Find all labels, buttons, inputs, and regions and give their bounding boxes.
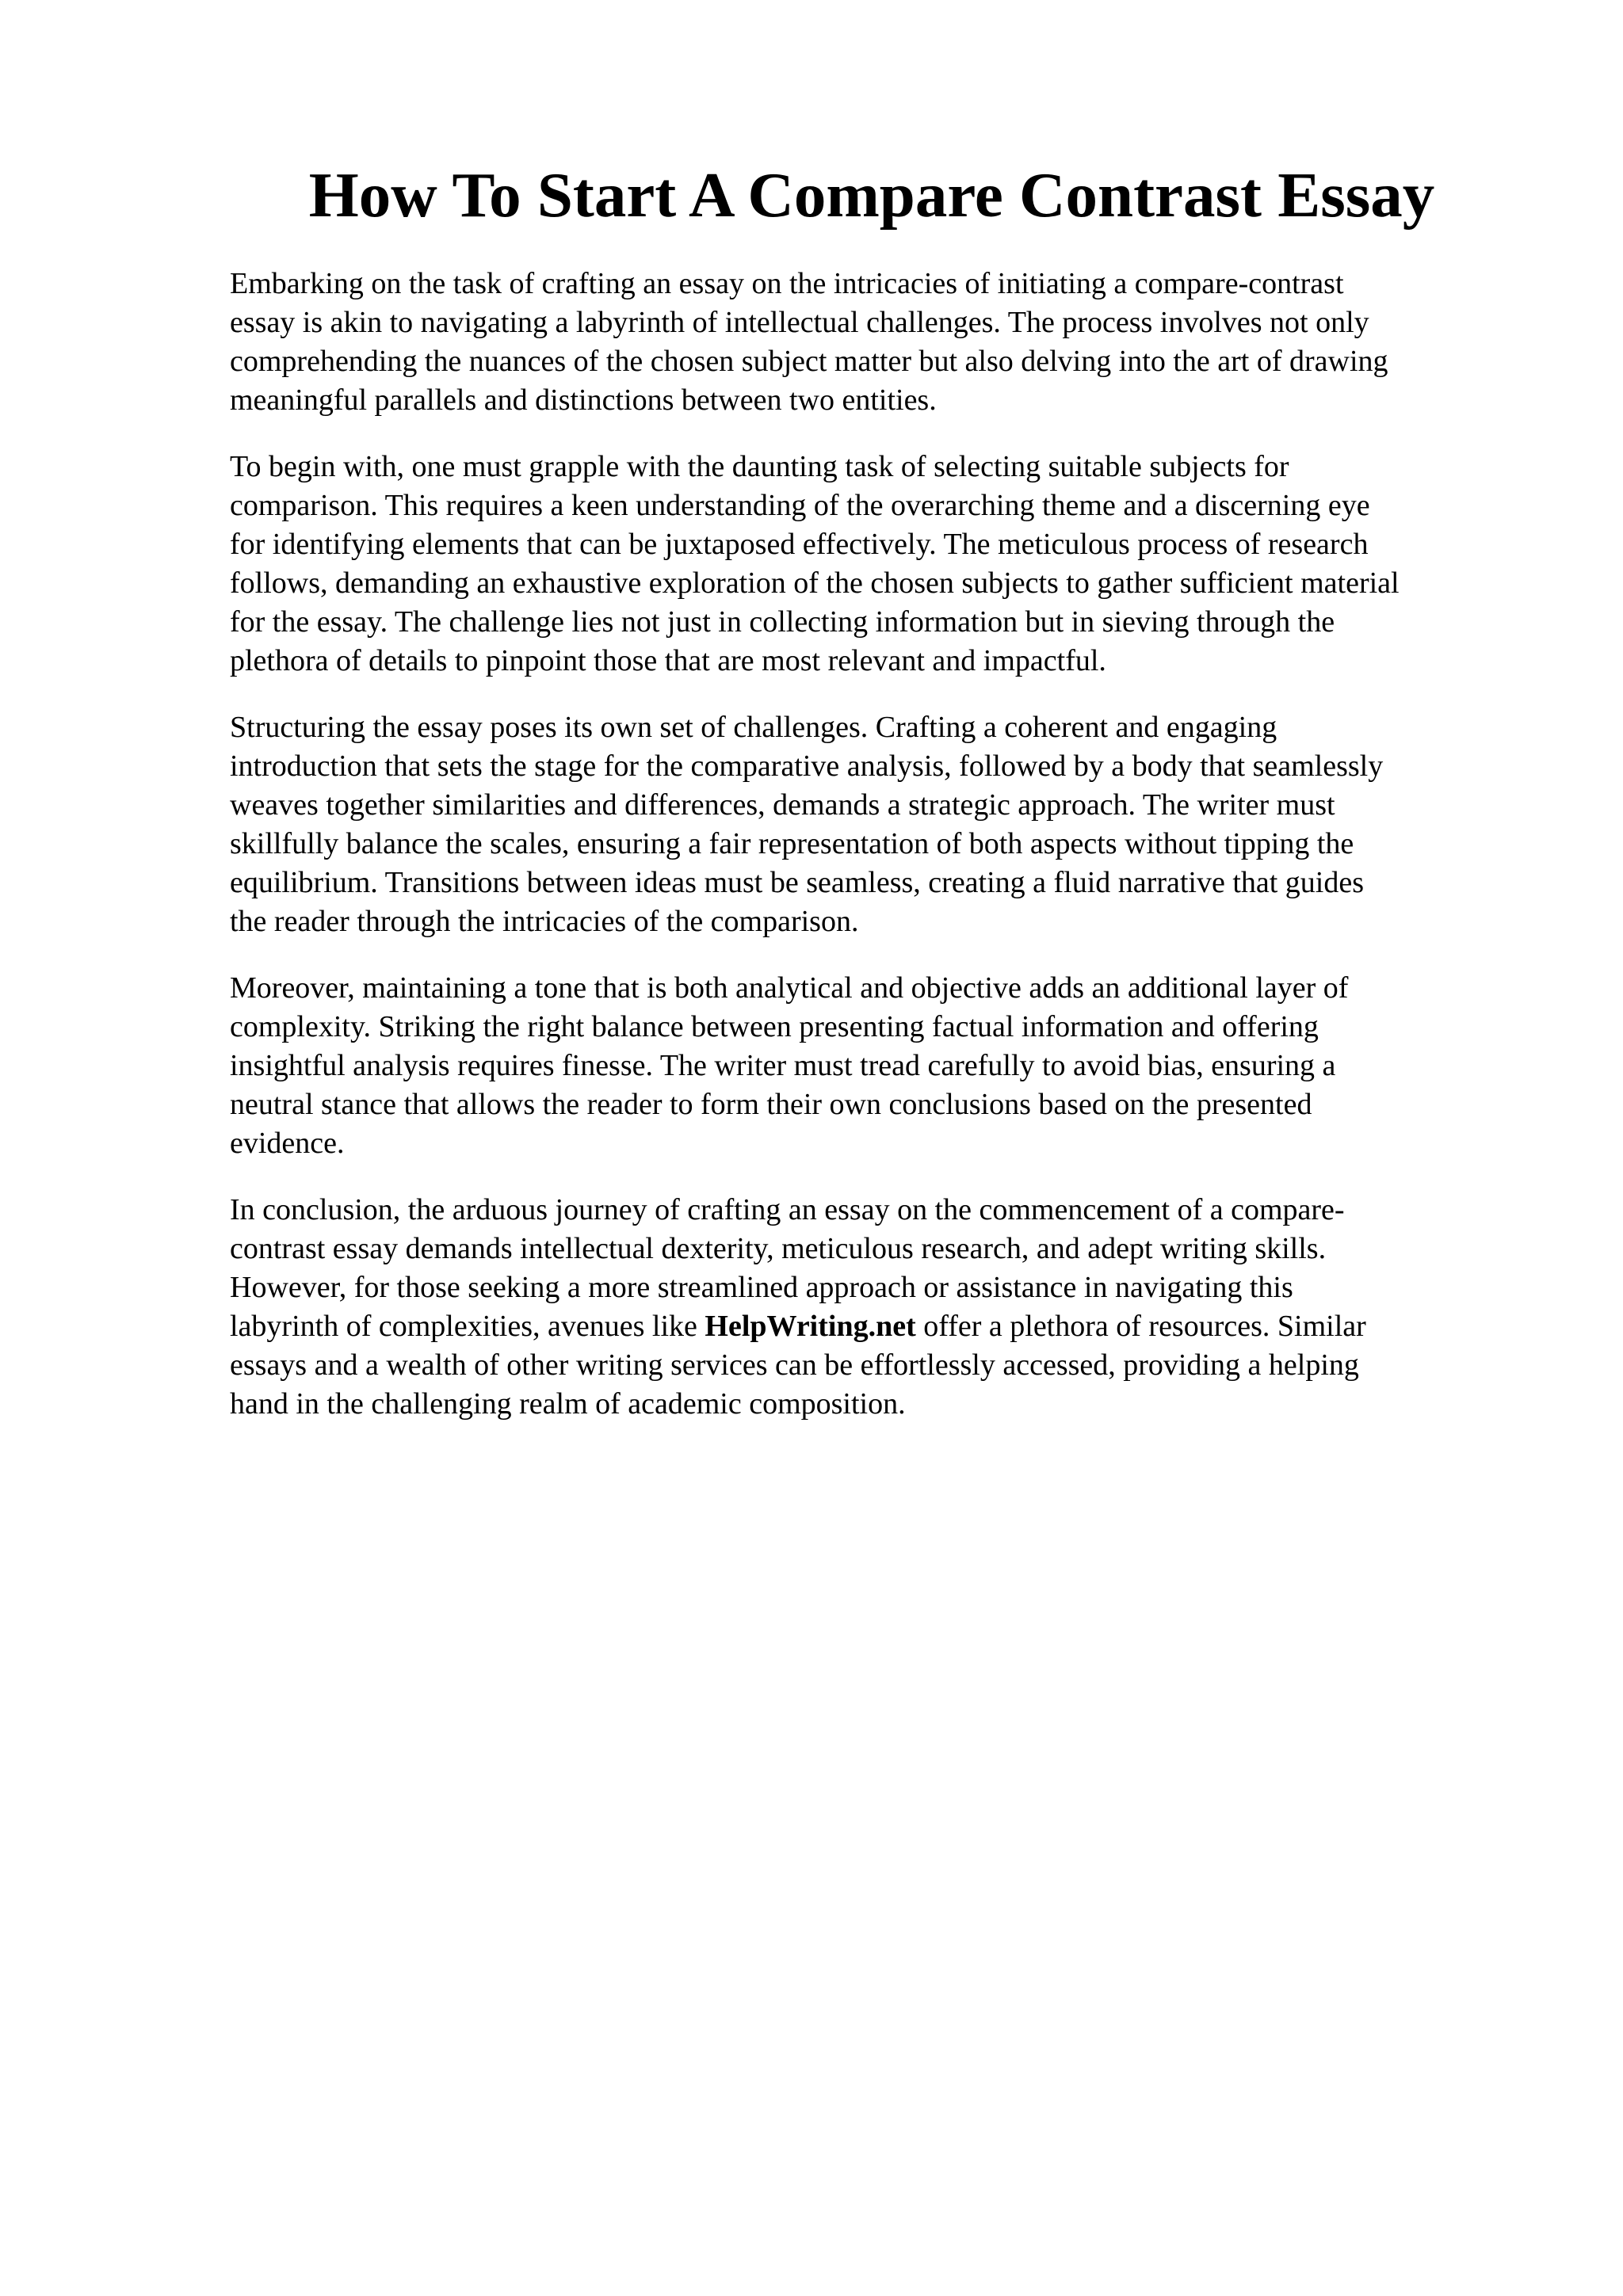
text-line: for the essay. The challenge lies not just in collecting information but in sieving through the: [230, 605, 1335, 639]
text-line: essays and a wealth of other writing services can be effortlessly accessed, providing a helping: [230, 1348, 1359, 1382]
text-line: complexity. Striking the right balance between presenting factual information and offering: [230, 1010, 1319, 1043]
text-line: hand in the challenging realm of academic composition.: [230, 1387, 906, 1421]
text-line: comprehending the nuances of the chosen subject matter but also delving into the art of drawing: [230, 345, 1388, 378]
text-line: Moreover, maintaining a tone that is both analytical and objective adds an additional layer of: [230, 971, 1349, 1005]
text-line-with-brand: [230, 1307, 1514, 1346]
text-line: meaningful parallels and distinctions between two entities.: [230, 383, 937, 417]
page-title: How To Start A Compare Contrast Essay: [308, 159, 1435, 231]
text-line: equilibrium. Transitions between ideas must be seamless, creating a fluid narrative that guides: [230, 866, 1365, 899]
paragraph-4: [230, 969, 1514, 1163]
text-line: evidence.: [230, 1127, 345, 1160]
text-line: neutral stance that allows the reader to form their own conclusions based on the presented: [230, 1088, 1312, 1121]
text-line: insightful analysis requires finesse. The writer must tread carefully to avoid bias, ensuring a: [230, 1049, 1336, 1082]
text-line: To begin with, one must grapple with the daunting task of selecting suitable subjects for: [230, 450, 1289, 483]
paragraph-1: [230, 265, 1514, 420]
document-body: [230, 265, 1514, 1451]
paragraph-5: [230, 1191, 1514, 1424]
text-line: However, for those seeking a more streamlined approach or assistance in navigating this: [230, 1271, 1293, 1304]
brand-name: HelpWriting.net: [705, 1310, 916, 1343]
text-line: In conclusion, the arduous journey of crafting an essay on the commencement of a compare-: [230, 1193, 1345, 1226]
text-segment: offer a plethora of resources. Similar: [915, 1310, 1366, 1343]
text-line: essay is akin to navigating a labyrinth of intellectual challenges. The process involves not only: [230, 306, 1369, 339]
paragraph-2: [230, 448, 1514, 681]
paragraph-3: [230, 708, 1514, 941]
text-line: contrast essay demands intellectual dexterity, meticulous research, and adept writing skills.: [230, 1232, 1327, 1265]
text-line: weaves together similarities and differences, demands a strategic approach. The writer must: [230, 788, 1335, 822]
text-line: Embarking on the task of crafting an essay on the intricacies of initiating a compare-contrast: [230, 267, 1344, 300]
text-line: follows, demanding an exhaustive exploration of the chosen subjects to gather sufficient material: [230, 566, 1400, 600]
text-line: the reader through the intricacies of the comparison.: [230, 905, 859, 938]
text-line: introduction that sets the stage for the comparative analysis, followed by a body that seamlessly: [230, 749, 1384, 783]
text-line: skillfully balance the scales, ensuring a fair representation of both aspects without tipping the: [230, 827, 1354, 860]
text-line: Structuring the essay poses its own set of challenges. Crafting a coherent and engaging: [230, 711, 1277, 744]
text-line: plethora of details to pinpoint those that are most relevant and impactful.: [230, 644, 1106, 677]
text-segment: labyrinth of complexities, avenues like: [230, 1310, 705, 1343]
text-line: for identifying elements that can be juxtaposed effectively. The meticulous process of research: [230, 528, 1369, 561]
text-line: comparison. This requires a keen understanding of the overarching theme and a discerning eye: [230, 489, 1370, 522]
